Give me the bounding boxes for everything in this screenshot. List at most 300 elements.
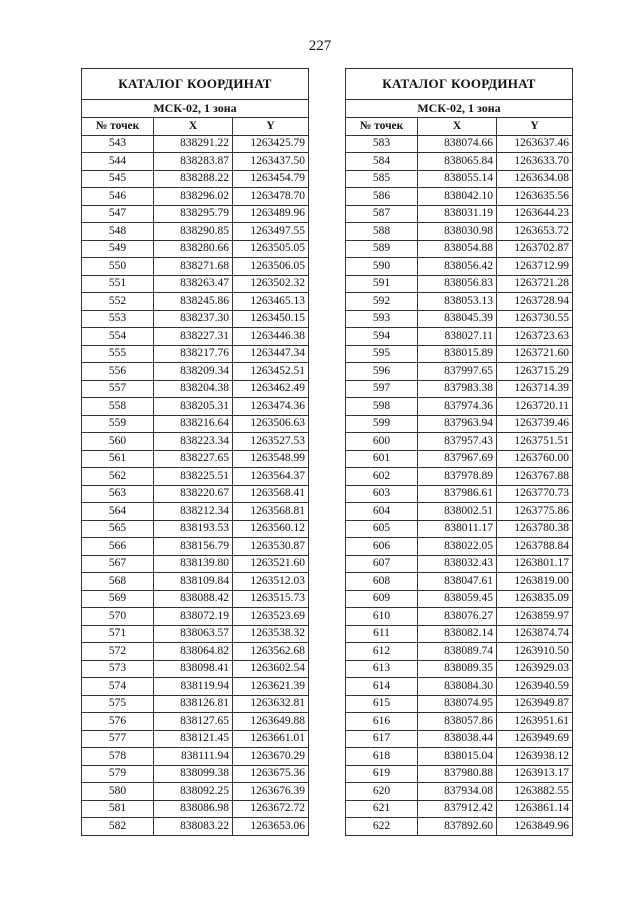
table-row (82, 555, 309, 573)
table-row (82, 818, 309, 836)
x-coordinate-cell: 837934.08 (418, 783, 497, 801)
point-number-cell: 615 (346, 695, 418, 713)
point-number-cell: 568 (82, 573, 154, 591)
table-row (346, 468, 573, 486)
x-coordinate-cell: 838223.34 (154, 433, 233, 451)
x-coordinate-cell: 837986.61 (418, 485, 497, 503)
x-coordinate-cell: 838291.22 (154, 135, 233, 153)
table-row (346, 380, 573, 398)
point-number-cell: 587 (346, 205, 418, 223)
table-row (82, 590, 309, 608)
y-coordinate-cell: 1263502.32 (233, 275, 309, 293)
x-coordinate-cell: 837978.89 (418, 468, 497, 486)
column-header-point-number: № точек (82, 118, 154, 136)
catalog-zone: МСК-02, 1 зона (346, 100, 573, 118)
table-row (346, 573, 573, 591)
table-row (82, 433, 309, 451)
x-coordinate-cell: 838053.13 (418, 293, 497, 311)
point-number-cell: 551 (82, 275, 154, 293)
point-number-cell: 609 (346, 590, 418, 608)
x-coordinate-cell: 838204.38 (154, 380, 233, 398)
x-coordinate-cell: 838047.61 (418, 573, 497, 591)
table-row (82, 415, 309, 433)
point-number-cell: 590 (346, 258, 418, 276)
point-number-cell: 583 (346, 135, 418, 153)
point-number-cell: 591 (346, 275, 418, 293)
point-number-cell: 576 (82, 713, 154, 731)
point-number-cell: 606 (346, 538, 418, 556)
y-coordinate-cell: 1263714.39 (497, 380, 573, 398)
x-coordinate-cell: 838127.65 (154, 713, 233, 731)
x-coordinate-cell: 838065.84 (418, 153, 497, 171)
column-header-x: X (154, 118, 233, 136)
table-row (82, 398, 309, 416)
x-coordinate-cell: 838109.84 (154, 573, 233, 591)
x-coordinate-cell: 838002.51 (418, 503, 497, 521)
x-coordinate-cell: 838263.47 (154, 275, 233, 293)
y-coordinate-cell: 1263730.55 (497, 310, 573, 328)
y-coordinate-cell: 1263940.59 (497, 678, 573, 696)
y-coordinate-cell: 1263728.94 (497, 293, 573, 311)
point-number-cell: 614 (346, 678, 418, 696)
y-coordinate-cell: 1263819.00 (497, 573, 573, 591)
x-coordinate-cell: 838056.42 (418, 258, 497, 276)
table-row (82, 380, 309, 398)
y-coordinate-cell: 1263564.37 (233, 468, 309, 486)
x-coordinate-cell: 837997.65 (418, 363, 497, 381)
x-coordinate-cell: 838227.65 (154, 450, 233, 468)
point-number-cell: 559 (82, 415, 154, 433)
x-coordinate-cell: 838217.76 (154, 345, 233, 363)
point-number-cell: 562 (82, 468, 154, 486)
table-row (346, 293, 573, 311)
x-coordinate-cell: 838027.11 (418, 328, 497, 346)
column-header-point-number: № точек (346, 118, 418, 136)
table-row (82, 503, 309, 521)
x-coordinate-cell: 838088.42 (154, 590, 233, 608)
point-number-cell: 589 (346, 240, 418, 258)
table-row (346, 555, 573, 573)
table-row (346, 765, 573, 783)
y-coordinate-cell: 1263450.15 (233, 310, 309, 328)
y-coordinate-cell: 1263506.63 (233, 415, 309, 433)
x-coordinate-cell: 838015.04 (418, 748, 497, 766)
table-row (82, 730, 309, 748)
y-coordinate-cell: 1263723.63 (497, 328, 573, 346)
table-row (346, 818, 573, 836)
point-number-cell: 558 (82, 398, 154, 416)
y-coordinate-cell: 1263635.56 (497, 188, 573, 206)
table-row (346, 503, 573, 521)
x-coordinate-cell: 838054.88 (418, 240, 497, 258)
table-row (346, 363, 573, 381)
point-number-cell: 575 (82, 695, 154, 713)
x-coordinate-cell: 838099.38 (154, 765, 233, 783)
point-number-cell: 564 (82, 503, 154, 521)
y-coordinate-cell: 1263949.87 (497, 695, 573, 713)
table-row (346, 713, 573, 731)
x-coordinate-cell: 838022.05 (418, 538, 497, 556)
x-coordinate-cell: 837963.94 (418, 415, 497, 433)
y-coordinate-cell: 1263506.05 (233, 258, 309, 276)
table-row (82, 678, 309, 696)
table-row (82, 258, 309, 276)
point-number-cell: 574 (82, 678, 154, 696)
point-number-cell: 557 (82, 380, 154, 398)
y-coordinate-cell: 1263497.55 (233, 223, 309, 241)
table-row (82, 660, 309, 678)
point-number-cell: 605 (346, 520, 418, 538)
x-coordinate-cell: 838057.86 (418, 713, 497, 731)
x-coordinate-cell: 837892.60 (418, 818, 497, 836)
x-coordinate-cell: 838220.67 (154, 485, 233, 503)
y-coordinate-cell: 1263751.51 (497, 433, 573, 451)
point-number-cell: 585 (346, 170, 418, 188)
point-number-cell: 545 (82, 170, 154, 188)
table-row (346, 643, 573, 661)
y-coordinate-cell: 1263474.36 (233, 398, 309, 416)
point-number-cell: 544 (82, 153, 154, 171)
table-row (82, 520, 309, 538)
point-number-cell: 571 (82, 625, 154, 643)
y-coordinate-cell: 1263780.38 (497, 520, 573, 538)
table-row (82, 783, 309, 801)
x-coordinate-cell: 838015.89 (418, 345, 497, 363)
x-coordinate-cell: 838280.66 (154, 240, 233, 258)
point-number-cell: 610 (346, 608, 418, 626)
y-coordinate-cell: 1263560.12 (233, 520, 309, 538)
table-row (346, 415, 573, 433)
point-number-cell: 607 (346, 555, 418, 573)
x-coordinate-cell: 838063.57 (154, 625, 233, 643)
x-coordinate-cell: 838209.34 (154, 363, 233, 381)
table-row (346, 783, 573, 801)
table-row (346, 660, 573, 678)
page-number: 227 (308, 38, 332, 54)
table-row (82, 485, 309, 503)
y-coordinate-cell: 1263452.51 (233, 363, 309, 381)
catalog-zone: МСК-02, 1 зона (82, 100, 309, 118)
x-coordinate-cell: 838074.66 (418, 135, 497, 153)
x-coordinate-cell: 838271.68 (154, 258, 233, 276)
y-coordinate-cell: 1263702.87 (497, 240, 573, 258)
table-row (346, 608, 573, 626)
y-coordinate-cell: 1263760.00 (497, 450, 573, 468)
y-coordinate-cell: 1263644.23 (497, 205, 573, 223)
y-coordinate-cell: 1263523.69 (233, 608, 309, 626)
x-coordinate-cell: 838193.53 (154, 520, 233, 538)
point-number-cell: 618 (346, 748, 418, 766)
y-coordinate-cell: 1263929.03 (497, 660, 573, 678)
table-row (346, 135, 573, 153)
point-number-cell: 553 (82, 310, 154, 328)
table-row (346, 398, 573, 416)
point-number-cell: 555 (82, 345, 154, 363)
point-number-cell: 598 (346, 398, 418, 416)
point-number-cell: 596 (346, 363, 418, 381)
table-row (82, 275, 309, 293)
point-number-cell: 565 (82, 520, 154, 538)
x-coordinate-cell: 838042.10 (418, 188, 497, 206)
table-row (82, 345, 309, 363)
table-row (346, 485, 573, 503)
y-coordinate-cell: 1263568.81 (233, 503, 309, 521)
y-coordinate-cell: 1263938.12 (497, 748, 573, 766)
y-coordinate-cell: 1263621.39 (233, 678, 309, 696)
y-coordinate-cell: 1263538.32 (233, 625, 309, 643)
x-coordinate-cell: 838283.87 (154, 153, 233, 171)
x-coordinate-cell: 838121.45 (154, 730, 233, 748)
table-row (82, 468, 309, 486)
table-row (346, 450, 573, 468)
point-number-cell: 561 (82, 450, 154, 468)
point-number-cell: 597 (346, 380, 418, 398)
y-coordinate-cell: 1263447.34 (233, 345, 309, 363)
table-row (82, 310, 309, 328)
table-row (82, 608, 309, 626)
x-coordinate-cell: 838156.79 (154, 538, 233, 556)
x-coordinate-cell: 838030.98 (418, 223, 497, 241)
table-row (346, 695, 573, 713)
catalog-title: КАТАЛОГ КООРДИНАТ (346, 69, 573, 100)
table-row (82, 363, 309, 381)
x-coordinate-cell: 838059.45 (418, 590, 497, 608)
x-coordinate-cell: 837983.38 (418, 380, 497, 398)
point-number-cell: 563 (82, 485, 154, 503)
coordinate-catalog-table-right (345, 68, 573, 836)
x-coordinate-cell: 837967.69 (418, 450, 497, 468)
point-number-cell: 604 (346, 503, 418, 521)
x-coordinate-cell: 838056.83 (418, 275, 497, 293)
point-number-cell: 577 (82, 730, 154, 748)
x-coordinate-cell: 837912.42 (418, 800, 497, 818)
y-coordinate-cell: 1263633.70 (497, 153, 573, 171)
point-number-cell: 546 (82, 188, 154, 206)
y-coordinate-cell: 1263478.70 (233, 188, 309, 206)
point-number-cell: 578 (82, 748, 154, 766)
x-coordinate-cell: 838119.94 (154, 678, 233, 696)
point-number-cell: 580 (82, 783, 154, 801)
table-row (82, 800, 309, 818)
point-number-cell: 550 (82, 258, 154, 276)
table-row (82, 695, 309, 713)
x-coordinate-cell: 838084.30 (418, 678, 497, 696)
point-number-cell: 621 (346, 800, 418, 818)
y-coordinate-cell: 1263712.99 (497, 258, 573, 276)
table-row (346, 800, 573, 818)
table-row (346, 275, 573, 293)
y-coordinate-cell: 1263951.61 (497, 713, 573, 731)
point-number-cell: 622 (346, 818, 418, 836)
y-coordinate-cell: 1263874.74 (497, 625, 573, 643)
x-coordinate-cell: 838083.22 (154, 818, 233, 836)
table-row (82, 625, 309, 643)
y-coordinate-cell: 1263767.88 (497, 468, 573, 486)
x-coordinate-cell: 838082.14 (418, 625, 497, 643)
table-row (346, 310, 573, 328)
table-row (82, 643, 309, 661)
y-coordinate-cell: 1263788.84 (497, 538, 573, 556)
y-coordinate-cell: 1263739.46 (497, 415, 573, 433)
table-row (82, 538, 309, 556)
x-coordinate-cell: 838031.19 (418, 205, 497, 223)
y-coordinate-cell: 1263527.53 (233, 433, 309, 451)
table-row (82, 240, 309, 258)
point-number-cell: 594 (346, 328, 418, 346)
x-coordinate-cell: 838212.34 (154, 503, 233, 521)
x-coordinate-cell: 838092.25 (154, 783, 233, 801)
y-coordinate-cell: 1263562.68 (233, 643, 309, 661)
catalog-title: КАТАЛОГ КООРДИНАТ (82, 69, 309, 100)
column-header-y: Y (233, 118, 309, 136)
table-row (82, 713, 309, 731)
y-coordinate-cell: 1263882.55 (497, 783, 573, 801)
table-row (346, 678, 573, 696)
x-coordinate-cell: 838139.80 (154, 555, 233, 573)
table-row (346, 590, 573, 608)
point-number-cell: 582 (82, 818, 154, 836)
y-coordinate-cell: 1263437.50 (233, 153, 309, 171)
table-row (346, 258, 573, 276)
point-number-cell: 556 (82, 363, 154, 381)
point-number-cell: 595 (346, 345, 418, 363)
y-coordinate-cell: 1263835.09 (497, 590, 573, 608)
point-number-cell: 579 (82, 765, 154, 783)
y-coordinate-cell: 1263653.72 (497, 223, 573, 241)
table-row (82, 748, 309, 766)
table-row (346, 433, 573, 451)
y-coordinate-cell: 1263521.60 (233, 555, 309, 573)
table-row (82, 765, 309, 783)
point-number-cell: 599 (346, 415, 418, 433)
x-coordinate-cell: 838089.35 (418, 660, 497, 678)
point-number-cell: 620 (346, 783, 418, 801)
point-number-cell: 613 (346, 660, 418, 678)
y-coordinate-cell: 1263949.69 (497, 730, 573, 748)
y-coordinate-cell: 1263425.79 (233, 135, 309, 153)
x-coordinate-cell: 838098.41 (154, 660, 233, 678)
x-coordinate-cell: 838245.86 (154, 293, 233, 311)
point-number-cell: 572 (82, 643, 154, 661)
table-row (346, 748, 573, 766)
y-coordinate-cell: 1263913.17 (497, 765, 573, 783)
point-number-cell: 569 (82, 590, 154, 608)
x-coordinate-cell: 838225.51 (154, 468, 233, 486)
point-number-cell: 611 (346, 625, 418, 643)
point-number-cell: 549 (82, 240, 154, 258)
point-number-cell: 543 (82, 135, 154, 153)
table-row (82, 573, 309, 591)
point-number-cell: 602 (346, 468, 418, 486)
table-row (346, 205, 573, 223)
x-coordinate-cell: 838288.22 (154, 170, 233, 188)
column-header-x: X (418, 118, 497, 136)
table-row (82, 450, 309, 468)
point-number-cell: 547 (82, 205, 154, 223)
y-coordinate-cell: 1263446.38 (233, 328, 309, 346)
y-coordinate-cell: 1263548.99 (233, 450, 309, 468)
y-coordinate-cell: 1263653.06 (233, 818, 309, 836)
y-coordinate-cell: 1263489.96 (233, 205, 309, 223)
x-coordinate-cell: 838205.31 (154, 398, 233, 416)
table-row (346, 520, 573, 538)
table-row (346, 170, 573, 188)
y-coordinate-cell: 1263649.88 (233, 713, 309, 731)
table-row (82, 153, 309, 171)
y-coordinate-cell: 1263670.29 (233, 748, 309, 766)
point-number-cell: 588 (346, 223, 418, 241)
y-coordinate-cell: 1263861.14 (497, 800, 573, 818)
point-number-cell: 552 (82, 293, 154, 311)
point-number-cell: 600 (346, 433, 418, 451)
y-coordinate-cell: 1263465.13 (233, 293, 309, 311)
point-number-cell: 592 (346, 293, 418, 311)
y-coordinate-cell: 1263512.03 (233, 573, 309, 591)
y-coordinate-cell: 1263632.81 (233, 695, 309, 713)
x-coordinate-cell: 837974.36 (418, 398, 497, 416)
point-number-cell: 560 (82, 433, 154, 451)
point-number-cell: 581 (82, 800, 154, 818)
table-row (346, 345, 573, 363)
x-coordinate-cell: 838216.64 (154, 415, 233, 433)
y-coordinate-cell: 1263770.73 (497, 485, 573, 503)
point-number-cell: 608 (346, 573, 418, 591)
y-coordinate-cell: 1263676.39 (233, 783, 309, 801)
point-number-cell: 603 (346, 485, 418, 503)
y-coordinate-cell: 1263775.86 (497, 503, 573, 521)
x-coordinate-cell: 838074.95 (418, 695, 497, 713)
point-number-cell: 601 (346, 450, 418, 468)
column-header-y: Y (497, 118, 573, 136)
y-coordinate-cell: 1263675.36 (233, 765, 309, 783)
x-coordinate-cell: 838086.98 (154, 800, 233, 818)
point-number-cell: 593 (346, 310, 418, 328)
point-number-cell: 616 (346, 713, 418, 731)
y-coordinate-cell: 1263721.28 (497, 275, 573, 293)
x-coordinate-cell: 838072.19 (154, 608, 233, 626)
y-coordinate-cell: 1263505.05 (233, 240, 309, 258)
table-row (346, 625, 573, 643)
x-coordinate-cell: 838038.44 (418, 730, 497, 748)
x-coordinate-cell: 837957.43 (418, 433, 497, 451)
table-row (346, 240, 573, 258)
y-coordinate-cell: 1263661.01 (233, 730, 309, 748)
y-coordinate-cell: 1263637.46 (497, 135, 573, 153)
y-coordinate-cell: 1263530.87 (233, 538, 309, 556)
x-coordinate-cell: 838295.79 (154, 205, 233, 223)
y-coordinate-cell: 1263568.41 (233, 485, 309, 503)
table-row (346, 730, 573, 748)
y-coordinate-cell: 1263849.96 (497, 818, 573, 836)
point-number-cell: 554 (82, 328, 154, 346)
table-row (346, 538, 573, 556)
x-coordinate-cell: 838126.81 (154, 695, 233, 713)
x-coordinate-cell: 838237.30 (154, 310, 233, 328)
x-coordinate-cell: 837980.88 (418, 765, 497, 783)
table-row (346, 153, 573, 171)
table-row (346, 188, 573, 206)
table-row (82, 328, 309, 346)
table-row (82, 170, 309, 188)
x-coordinate-cell: 838296.02 (154, 188, 233, 206)
y-coordinate-cell: 1263454.79 (233, 170, 309, 188)
point-number-cell: 566 (82, 538, 154, 556)
point-number-cell: 570 (82, 608, 154, 626)
x-coordinate-cell: 838055.14 (418, 170, 497, 188)
y-coordinate-cell: 1263859.97 (497, 608, 573, 626)
y-coordinate-cell: 1263515.73 (233, 590, 309, 608)
point-number-cell: 612 (346, 643, 418, 661)
